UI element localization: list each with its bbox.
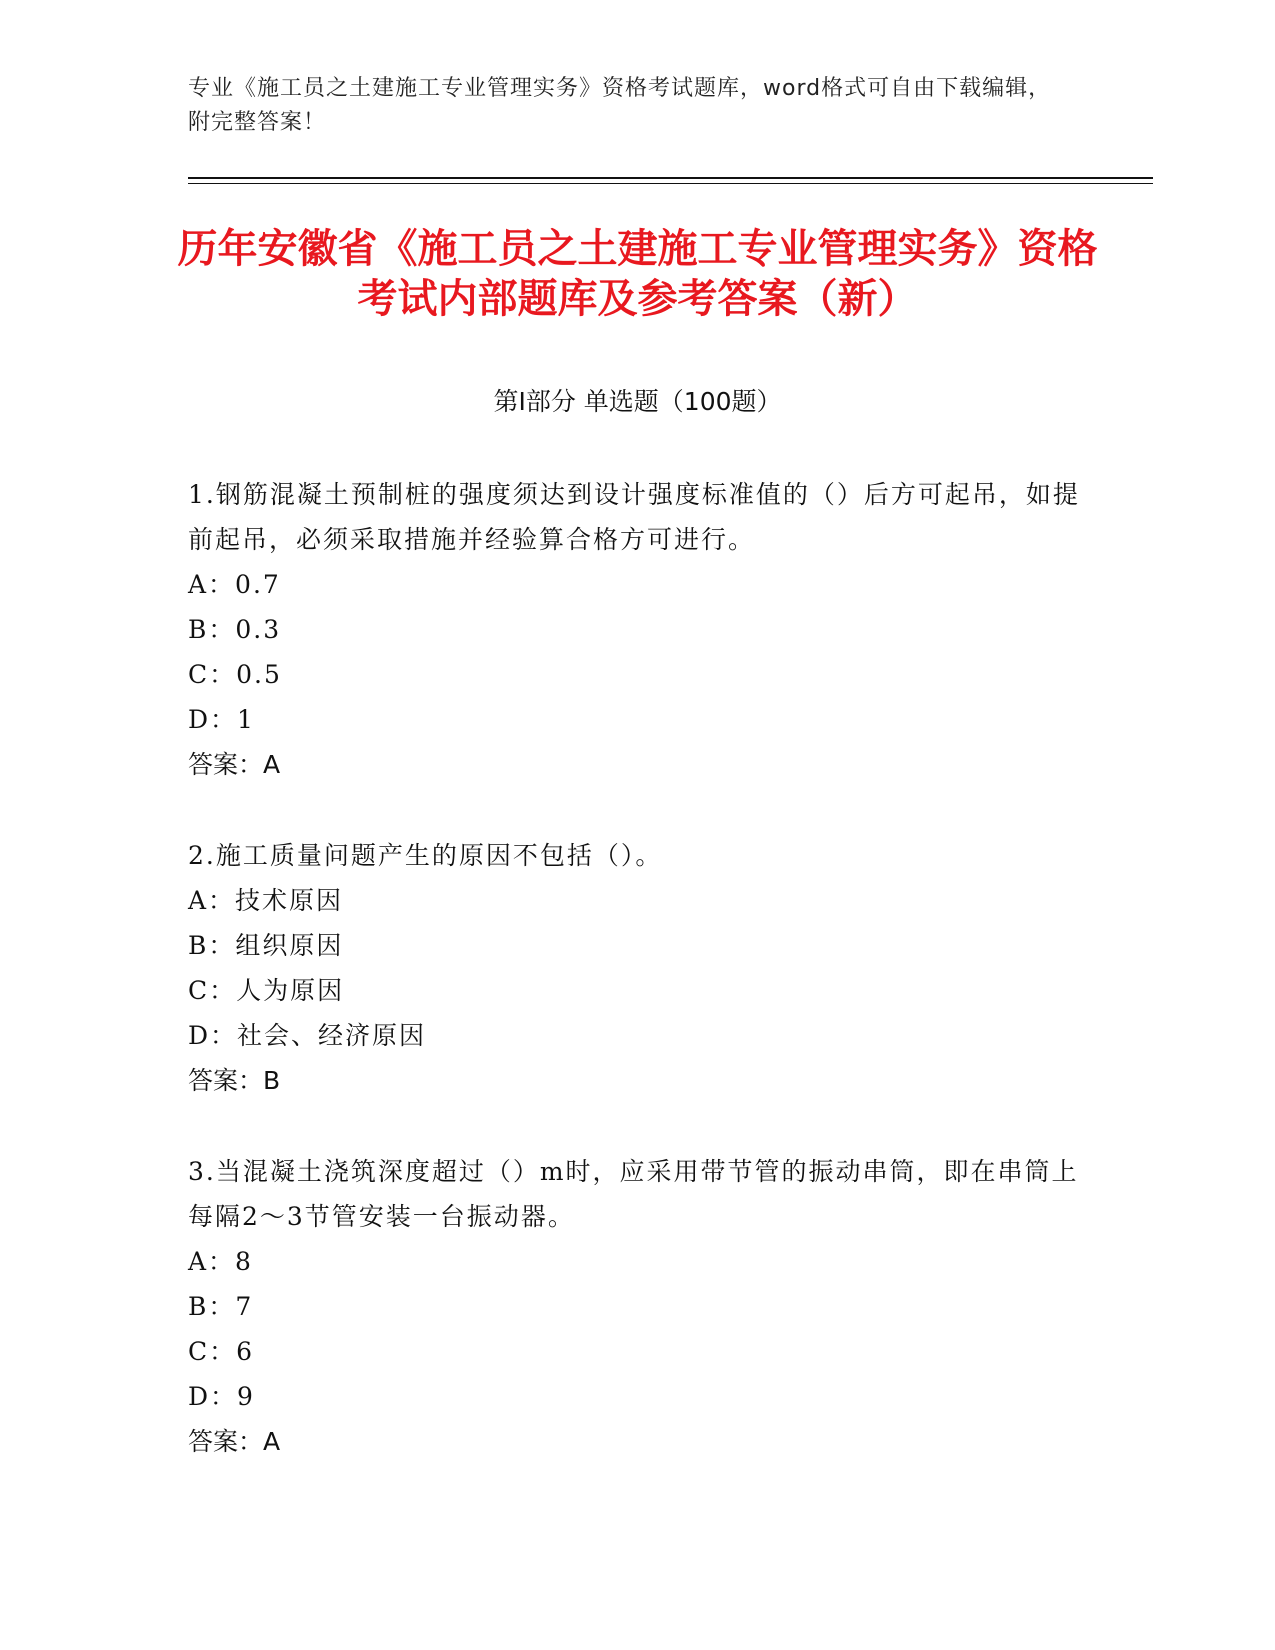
question-list — [188, 472, 1088, 1510]
option-c: C：人为原因 — [188, 976, 345, 1005]
option-d: D：9 — [188, 1382, 255, 1411]
question-stem: 1.钢筋混凝土预制桩的强度须达到设计强度标准值的（）后方可起吊，如提前起吊，必须采取措施并经验算合格方可进行。 — [188, 480, 1080, 554]
option-d: D：1 — [188, 705, 255, 734]
question-stem: 3.当混凝土浇筑深度超过（）m时，应采用带节管的振动串筒，即在串筒上每隔2～3节管安装一台振动器。 — [188, 1157, 1079, 1231]
document-title: 历年安徽省《施工员之土建施工专业管理实务》资格考试内部题库及参考答案（新） — [177, 226, 1098, 322]
answer-line: 答案：A — [188, 750, 281, 779]
header-note: 专业《施工员之土建施工专业管理实务》资格考试题库，word格式可自由下载编辑，附完整答案！ — [188, 76, 1052, 135]
section-heading: 第Ⅰ部分 单选题（100题） — [493, 387, 782, 416]
question-item — [188, 1149, 1088, 1464]
question-item — [188, 833, 1088, 1103]
header-divider-thick — [188, 177, 1153, 179]
option-b: B：7 — [188, 1292, 254, 1321]
answer-line: 答案：A — [188, 1427, 281, 1456]
option-c: C：0.5 — [188, 660, 282, 689]
option-b: B：0.3 — [188, 615, 282, 644]
question-stem: 2.施工质量问题产生的原因不包括（）。 — [188, 841, 663, 870]
option-a: A：8 — [188, 1247, 253, 1276]
option-b: B：组织原因 — [188, 931, 344, 960]
option-c: C：6 — [188, 1337, 255, 1366]
answer-line: 答案：B — [188, 1066, 281, 1095]
option-d: D：社会、经济原因 — [188, 1021, 427, 1050]
header-divider-thin — [188, 183, 1153, 184]
option-a: A：0.7 — [188, 570, 281, 599]
question-item — [188, 472, 1088, 787]
option-a: A：技术原因 — [188, 886, 344, 915]
